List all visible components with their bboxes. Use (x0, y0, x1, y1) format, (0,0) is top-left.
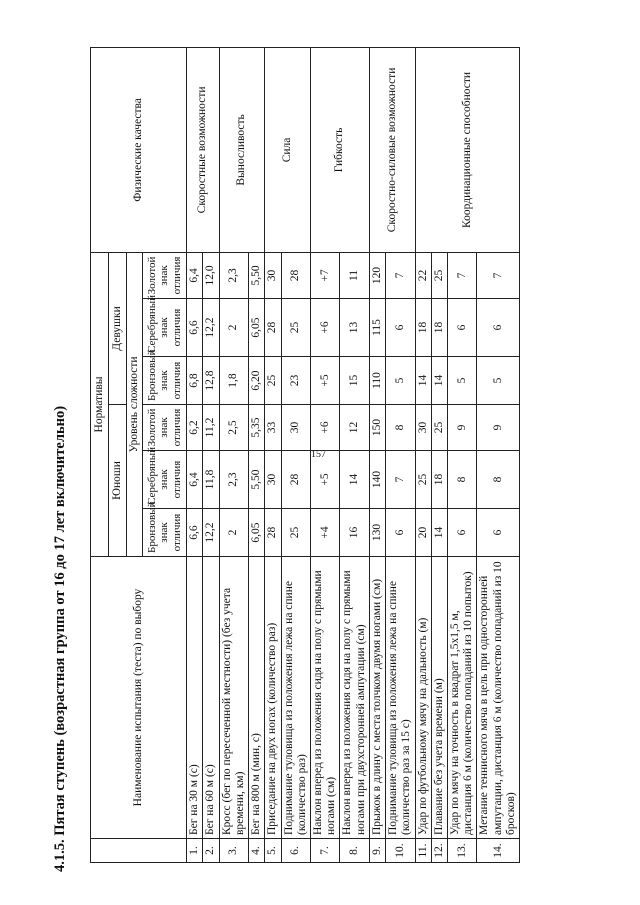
row-name: Прыжок в длину с места толчком двумя ногами (см) (369, 557, 385, 839)
boys-gold: 12 (340, 405, 369, 451)
header-boys-bronze: Бронзовый знак отличия (143, 509, 187, 557)
girls-silver: 13 (340, 299, 369, 357)
girls-silver: 6 (477, 299, 520, 357)
boys-silver: 18 (431, 451, 447, 509)
girls-bronze: 110 (369, 357, 385, 405)
row-index: 5. (265, 839, 281, 863)
girls-silver: 28 (265, 299, 281, 357)
row-name: Удар по мячу на точность в квадрат 1,5х1,5 м, дистанция 6 м (количество попаданий из 10 попыток) (447, 557, 476, 839)
row-index: 8. (340, 839, 369, 863)
row-name: Плавание без учета времени (м) (431, 557, 447, 839)
girls-silver: 6,05 (249, 299, 265, 357)
boys-bronze: 16 (340, 509, 369, 557)
boys-bronze: 6,05 (249, 509, 265, 557)
girls-gold: 2,3 (219, 252, 248, 298)
row-name: Наклон вперед из положения сидя на полу с прямыми ногами (см) (310, 557, 339, 839)
table-row (219, 47, 248, 862)
boys-silver: 11,8 (203, 451, 219, 509)
boys-gold: 25 (431, 405, 447, 451)
boys-silver: 8 (447, 451, 476, 509)
girls-silver: 25 (281, 299, 310, 357)
girls-bronze: 1,8 (219, 357, 248, 405)
boys-silver: 14 (340, 451, 369, 509)
normatives-table (90, 47, 520, 863)
quality-flexibility: Гибкость (310, 47, 369, 252)
row-name: Бег на 60 м (с) (203, 557, 219, 839)
table-row (187, 47, 203, 862)
girls-gold: 120 (369, 252, 385, 298)
boys-silver: 5,50 (249, 451, 265, 509)
row-name: Наклон вперед из положения сидя на полу с прямыми ногами при двухсторонней ампутации (см) (340, 557, 369, 839)
girls-bronze: 15 (340, 357, 369, 405)
boys-gold: 150 (369, 405, 385, 451)
boys-silver: 30 (265, 451, 281, 509)
header-girls-gold: Золотой знак отличия (143, 252, 187, 298)
boys-bronze: 6 (386, 509, 415, 557)
boys-bronze: 6 (477, 509, 520, 557)
girls-bronze: 6,8 (187, 357, 203, 405)
girls-bronze: 5 (447, 357, 476, 405)
boys-gold: 2,5 (219, 405, 248, 451)
boys-silver: +5 (310, 451, 339, 509)
header-normatives: Нормативы (91, 252, 109, 556)
header-boys: Юноши (109, 405, 127, 557)
girls-gold: +7 (310, 252, 339, 298)
header-qualities: Физические качества (91, 47, 187, 252)
header-girls-bronze: Бронзовый знак отличия (143, 357, 187, 405)
boys-bronze: 2 (219, 509, 248, 557)
girls-silver: 6 (386, 299, 415, 357)
boys-bronze: 28 (265, 509, 281, 557)
girls-silver: 2 (219, 299, 248, 357)
row-name: Бег на 30 м (с) (187, 557, 203, 839)
row-index: 9. (369, 839, 385, 863)
header-girls-silver: Серебряный знак отличия (143, 299, 187, 357)
girls-silver: 6 (447, 299, 476, 357)
girls-silver: 18 (415, 299, 431, 357)
girls-silver: 12,2 (203, 299, 219, 357)
boys-silver: 8 (477, 451, 520, 509)
boys-bronze: +4 (310, 509, 339, 557)
boys-bronze: 14 (431, 509, 447, 557)
row-index: 11. (415, 839, 431, 863)
row-index: 14. (477, 839, 520, 863)
row-name: Поднимание туловища из положения лежа на спине (количество раз) (281, 557, 310, 839)
boys-bronze: 12,2 (203, 509, 219, 557)
girls-gold: 11 (340, 252, 369, 298)
table-row (415, 47, 431, 862)
boys-silver: 6,4 (187, 451, 203, 509)
boys-silver: 140 (369, 451, 385, 509)
row-index: 12. (431, 839, 447, 863)
girls-bronze: 25 (265, 357, 281, 405)
girls-gold: 22 (415, 252, 431, 298)
page-number: 157 (311, 449, 326, 460)
quality-endurance: Выносливость (219, 47, 265, 252)
girls-gold: 12,0 (203, 252, 219, 298)
header-boys-silver: Серебряный знак отличия (143, 451, 187, 509)
girls-bronze: 14 (415, 357, 431, 405)
boys-gold: 9 (447, 405, 476, 451)
row-name: Приседание на двух ногах (количество раз) (265, 557, 281, 839)
header-girls: Девушки (109, 252, 127, 404)
boys-gold: 8 (386, 405, 415, 451)
girls-bronze: 23 (281, 357, 310, 405)
girls-bronze: 6,20 (249, 357, 265, 405)
row-name: Поднимание туловища из положения лежа на спине (количество раз за 15 с) (386, 557, 415, 839)
quality-coordination: Координационные способности (415, 47, 520, 252)
boys-gold: 11,2 (203, 405, 219, 451)
girls-bronze: +5 (310, 357, 339, 405)
girls-silver: 6,6 (187, 299, 203, 357)
header-index-cell (91, 839, 187, 863)
table-row (265, 47, 281, 862)
section-title: 4.1.5. Пятая ступень (возрастная группа от 16 до 17 лет включительно) (52, 405, 68, 872)
boys-silver: 7 (386, 451, 415, 509)
row-index: 10. (386, 839, 415, 863)
girls-gold: 5,50 (249, 252, 265, 298)
girls-gold: 7 (447, 252, 476, 298)
row-index: 4. (249, 839, 265, 863)
girls-gold: 28 (281, 252, 310, 298)
girls-gold: 7 (386, 252, 415, 298)
row-index: 3. (219, 839, 248, 863)
girls-gold: 25 (431, 252, 447, 298)
header-boys-gold: Золотой знак отличия (143, 405, 187, 451)
header-level: Уровень сложности (127, 252, 143, 556)
row-index: 7. (310, 839, 339, 863)
quality-speed: Скоростные возможности (187, 47, 219, 252)
girls-bronze: 5 (477, 357, 520, 405)
table-row (310, 47, 339, 862)
row-index: 1. (187, 839, 203, 863)
row-name: Удар по футбольному мячу на дальность (м) (415, 557, 431, 839)
row-name: Бег на 800 м (мин, с) (249, 557, 265, 839)
boys-gold: 30 (281, 405, 310, 451)
boys-gold: 9 (477, 405, 520, 451)
row-index: 6. (281, 839, 310, 863)
quality-strength: Сила (265, 47, 311, 252)
row-index: 13. (447, 839, 476, 863)
row-name: Кросс (бег по пересеченной местности) (без учета времени, км) (219, 557, 248, 839)
girls-bronze: 12,8 (203, 357, 219, 405)
row-name: Метание теннисного мяча в цель при односторонней ампутации, дистанция 6 м (количество попаданий из 10 бросков) (477, 557, 520, 839)
quality-speed-strength: Скоростно-силовые возможности (369, 47, 415, 252)
boys-gold: 30 (415, 405, 431, 451)
girls-gold: 30 (265, 252, 281, 298)
boys-bronze: 130 (369, 509, 385, 557)
girls-silver: 18 (431, 299, 447, 357)
boys-silver: 28 (281, 451, 310, 509)
girls-silver: +6 (310, 299, 339, 357)
boys-bronze: 6,6 (187, 509, 203, 557)
boys-gold: 33 (265, 405, 281, 451)
girls-gold: 7 (477, 252, 520, 298)
boys-gold: +6 (310, 405, 339, 451)
boys-gold: 6,2 (187, 405, 203, 451)
boys-bronze: 6 (447, 509, 476, 557)
girls-bronze: 14 (431, 357, 447, 405)
header-name: Наименование испытания (теста) по выбору (91, 557, 187, 839)
girls-silver: 115 (369, 299, 385, 357)
row-index: 2. (203, 839, 219, 863)
boys-bronze: 20 (415, 509, 431, 557)
boys-silver: 25 (415, 451, 431, 509)
girls-bronze: 5 (386, 357, 415, 405)
boys-bronze: 25 (281, 509, 310, 557)
girls-gold: 6,4 (187, 252, 203, 298)
boys-silver: 2,3 (219, 451, 248, 509)
boys-gold: 5,35 (249, 405, 265, 451)
table-row (369, 47, 385, 862)
